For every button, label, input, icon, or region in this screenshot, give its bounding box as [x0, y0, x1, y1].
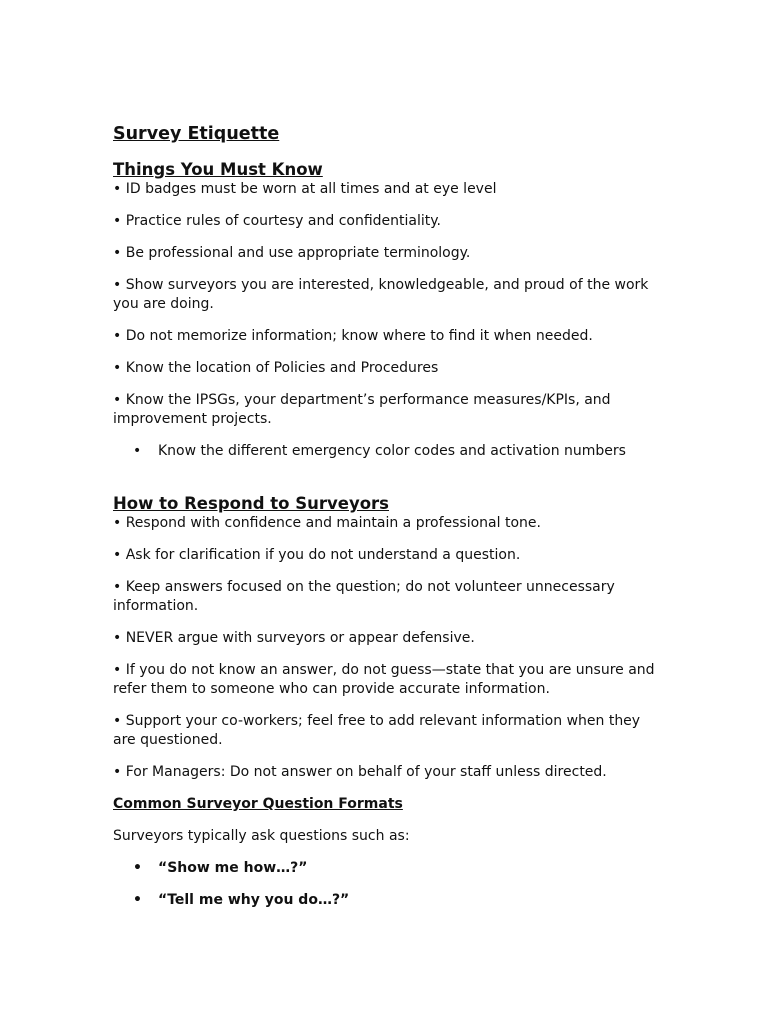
list-item: • Show surveyors you are interested, knowledgeable, and proud of the work you are doing.: [113, 277, 649, 312]
list-item: • Ask for clarification if you do not understand a question.: [113, 547, 521, 563]
emergency-codes-list: [113, 442, 658, 461]
page-title: Survey Etiquette: [113, 124, 280, 144]
list-item: • For Managers: Do not answer on behalf of your staff unless directed.: [113, 764, 607, 780]
list-item: • Know the location of Policies and Procedures: [113, 360, 439, 376]
list-item: • Respond with confidence and maintain a professional tone.: [113, 515, 541, 531]
list-item: • Keep answers focused on the question; do not volunteer unnecessary information.: [113, 579, 615, 614]
section-heading-things-you-must-know: Things You Must Know: [113, 160, 323, 179]
list-item: • Be professional and use appropriate terminology.: [113, 245, 471, 261]
list-item: [113, 442, 658, 461]
document-body: [113, 124, 658, 910]
section-heading-how-to-respond: How to Respond to Surveyors: [113, 494, 389, 513]
list-item: [113, 891, 658, 910]
list-item-text: “Tell me why you do…?”: [158, 892, 350, 908]
list-item: • Practice rules of courtesy and confidentiality.: [113, 213, 442, 229]
list-item-text: Know the different emergency color codes and activation numbers: [158, 443, 626, 459]
question-formats-list: [113, 859, 658, 910]
list-item: [113, 859, 658, 878]
list-item: • Support your co-workers; feel free to add relevant information when they are questioned.: [113, 713, 641, 748]
list-item: • Do not memorize information; know where to find it when needed.: [113, 328, 593, 344]
bullet-icon: •: [133, 860, 142, 876]
bullet-icon: •: [133, 443, 142, 459]
list-item: • NEVER argue with surveyors or appear defensive.: [113, 630, 475, 646]
intro-text: Surveyors typically ask questions such as:: [113, 828, 410, 844]
list-item-text: “Show me how…?”: [158, 860, 308, 876]
list-item: • ID badges must be worn at all times and at eye level: [113, 181, 497, 197]
list-item: • If you do not know an answer, do not guess—state that you are unsure and refer them to someone who can provide accurate information.: [113, 662, 655, 697]
section-heading-question-formats: Common Surveyor Question Formats: [113, 796, 403, 812]
list-item: • Know the IPSGs, your department’s performance measures/KPIs, and improvement projects.: [113, 392, 611, 427]
bullet-icon: •: [133, 892, 142, 908]
